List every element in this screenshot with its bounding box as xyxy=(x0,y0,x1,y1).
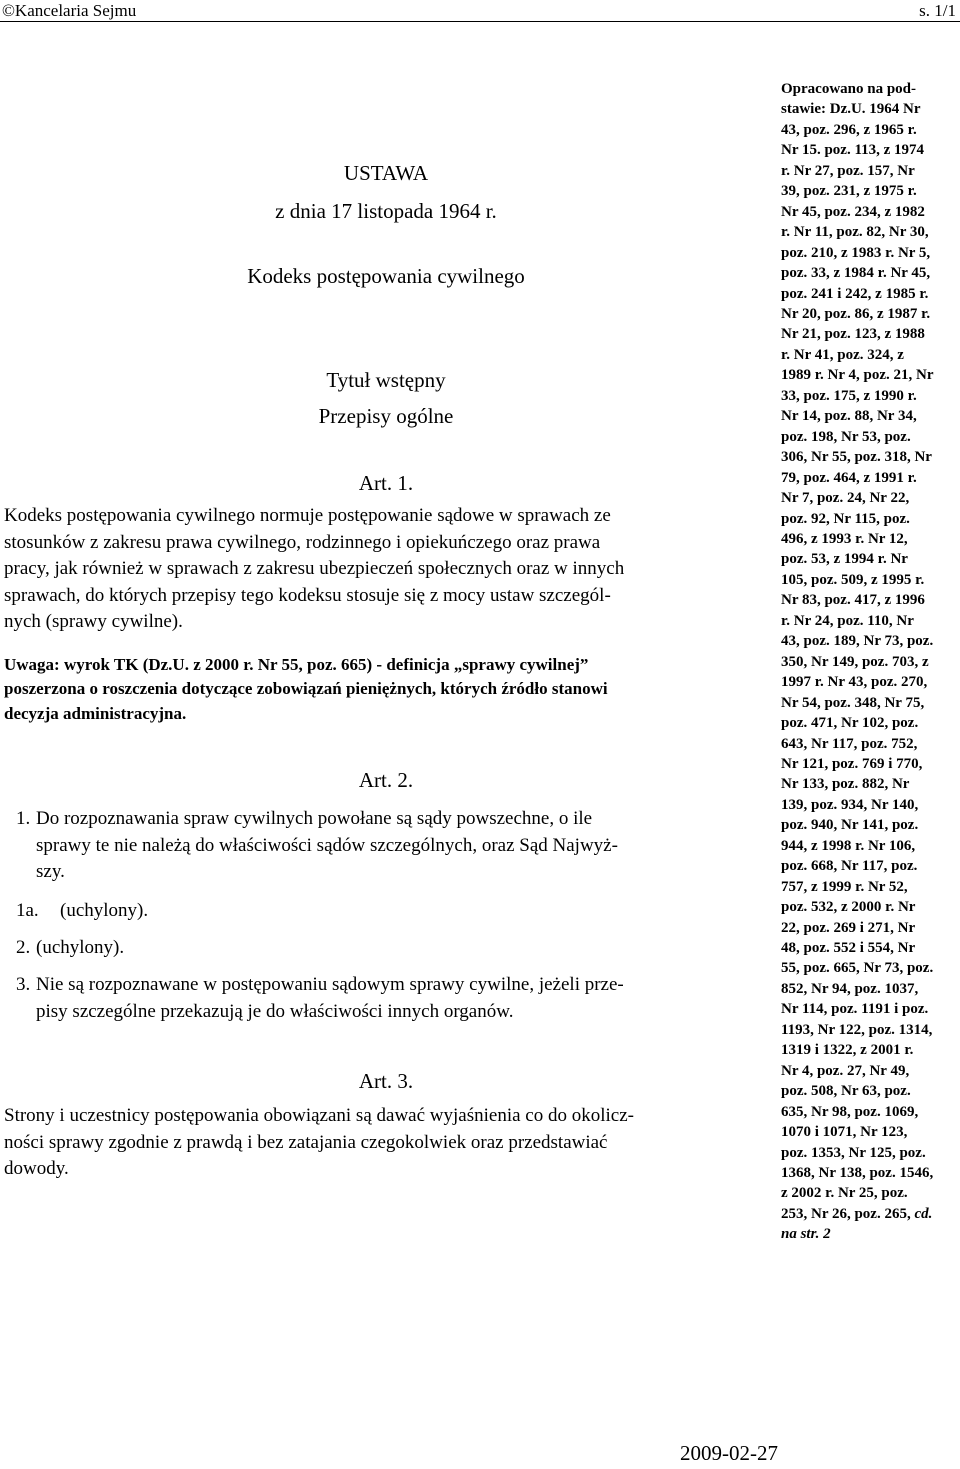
art1-line: stosunków z zakresu prawa cywilnego, rodzinnego i opiekuńczego oraz prawa xyxy=(4,531,601,553)
sidebar-line: poz. 53, z 1994 r. Nr xyxy=(781,551,908,568)
sidebar-line: 1368, Nr 138, poz. 1546, xyxy=(781,1165,934,1182)
sidebar-line: r. Nr 11, poz. 82, Nr 30, xyxy=(781,224,929,241)
sidebar-line: Nr 121, poz. 769 i 770, xyxy=(781,755,923,772)
sidebar-line: 43, poz. 296, z 1965 r. xyxy=(781,121,917,138)
art2-item-2 xyxy=(16,935,768,962)
sidebar-line xyxy=(781,1204,960,1224)
art3-line: dowody. xyxy=(4,1158,69,1180)
sidebar-line: 1989 r. Nr 4, poz. 21, Nr xyxy=(781,367,934,384)
art2-item-line: sprawy te nie należą do właściwości sądów szczególnych, oraz Sąd Najwyż- xyxy=(36,834,618,856)
sidebar-line: Nr 15. poz. 113, z 1974 xyxy=(781,142,925,159)
sidebar-line: Nr 83, poz. 417, z 1996 xyxy=(781,592,925,609)
art2-item-number: 1a. xyxy=(16,900,39,921)
sidebar-references xyxy=(781,79,960,1245)
sidebar-line: 496, z 1993 r. Nr 12, xyxy=(781,530,908,547)
sidebar-line: 139, poz. 934, Nr 140, xyxy=(781,796,919,813)
sidebar-line: poz. 241 i 242, z 1985 r. xyxy=(781,285,929,302)
sidebar-line: 105, poz. 509, z 1995 r. xyxy=(781,571,925,588)
sidebar-line: 350, Nr 149, poz. 703, z xyxy=(781,653,929,670)
sidebar-line: r. Nr 24, poz. 110, Nr xyxy=(781,612,914,629)
sidebar-line: Nr 4, poz. 27, Nr 49, xyxy=(781,1062,910,1079)
sidebar-line-text: 253, Nr 26, poz. 265, xyxy=(781,1205,911,1222)
art2-item-1a xyxy=(16,898,768,925)
sidebar-line: poz. 508, Nr 63, poz. xyxy=(781,1083,911,1100)
sidebar-line: 944, z 1998 r. Nr 106, xyxy=(781,837,916,854)
title-heading: Tytuł wstępny xyxy=(326,368,446,392)
sidebar-line: 852, Nr 94, poz. 1037, xyxy=(781,980,919,997)
art2-item-number: 3. xyxy=(16,974,31,995)
sidebar-line: 33, poz. 175, z 1990 r. xyxy=(781,387,917,404)
sidebar-line: poz. 33, z 1984 r. Nr 45, xyxy=(781,265,931,282)
sidebar-line: poz. 1353, Nr 125, poz. xyxy=(781,1144,926,1161)
act-name: Kodeks postępowania cywilnego xyxy=(247,264,525,288)
art2-item-number: 2. xyxy=(16,937,31,958)
art2-item-3 xyxy=(16,972,768,1025)
art3-heading: Art. 3. xyxy=(358,1069,414,1093)
sidebar-line: 43, poz. 189, Nr 73, poz. xyxy=(781,633,934,650)
sidebar-line: Opracowano na pod- xyxy=(781,81,917,97)
art2-item-number: 1. xyxy=(16,808,31,829)
art1-note-line: Uwaga: wyrok TK (Dz.U. z 2000 r. Nr 55, poz. 665) - definicja „sprawy cywilnej” xyxy=(4,655,589,674)
sidebar-line: 55, poz. 665, Nr 73, poz. xyxy=(781,960,934,977)
sidebar-line: 306, Nr 55, poz. 318, Nr xyxy=(781,449,932,466)
header-page-number: s. 1/1 xyxy=(919,1,956,20)
sidebar-line: 757, z 1999 r. Nr 52, xyxy=(781,878,908,895)
art2-heading: Art. 2. xyxy=(358,768,414,792)
sidebar-line: 635, Nr 98, poz. 1069, xyxy=(781,1103,919,1120)
sidebar-line: poz. 210, z 1983 r. Nr 5, xyxy=(781,244,931,261)
sidebar-line: poz. 940, Nr 141, poz. xyxy=(781,817,919,834)
sidebar-line: 1997 r. Nr 43, poz. 270, xyxy=(781,674,928,691)
sidebar-line: r. Nr 41, poz. 324, z xyxy=(781,346,904,363)
sidebar-line: 1319 i 1322, z 2001 r. xyxy=(781,1042,914,1059)
sidebar-line: stawie: Dz.U. 1964 Nr xyxy=(781,101,921,118)
sidebar-line: 1070 i 1071, Nr 123, xyxy=(781,1124,908,1141)
art2-item-line: (uchylony). xyxy=(60,900,149,921)
art3-text xyxy=(4,1103,768,1183)
act-date: z dnia 17 listopada 1964 r. xyxy=(275,199,497,223)
header-source: ©Kancelaria Sejmu xyxy=(2,1,137,20)
art1-note-line: poszerzona o roszczenia dotyczące zobowiązań pieniężnych, których źródło stanowi xyxy=(4,679,608,699)
art1-line: Kodeks postępowania cywilnego normuje postępowanie sądowe w sprawach ze xyxy=(4,505,611,526)
continued-page-ref: na str. 2 xyxy=(781,1226,831,1243)
art1-text xyxy=(4,503,768,636)
sidebar-line: poz. 668, Nr 117, poz. xyxy=(781,858,918,875)
sidebar-line: Nr 7, poz. 24, Nr 22, xyxy=(781,490,910,507)
sidebar-line: Nr 20, poz. 86, z 1987 r. xyxy=(781,305,931,322)
art2-item-line: szy. xyxy=(36,861,65,883)
art1-line: sprawach, do których przepisy tego kodeksu stosuje się z mocy ustaw szczegól- xyxy=(4,584,611,606)
art1-note-line: decyzja administracyjna. xyxy=(4,703,187,723)
sidebar-line: Nr 133, poz. 882, Nr xyxy=(781,776,910,793)
sidebar-line: Nr 14, poz. 88, Nr 34, xyxy=(781,408,917,425)
art2-item-line: Do rozpoznawania spraw cywilnych powołane są sądy powszechne, o ile xyxy=(36,808,593,829)
art2-item-1 xyxy=(16,806,768,886)
art1-note xyxy=(4,653,768,726)
act-type: USTAWA xyxy=(343,161,429,185)
sidebar-line: 48, poz. 552 i 554, Nr xyxy=(781,940,916,957)
sidebar-line: poz. 198, Nr 53, poz. xyxy=(781,428,911,445)
continued-marker: cd. xyxy=(914,1205,933,1222)
art3-line: ności sprawy zgodnie z prawdą i bez zatajania czegokolwiek oraz przedstawiać xyxy=(4,1131,608,1153)
art1-line: pracy, jak również w sprawach z zakresu ubezpieczeń społecznych oraz w innych xyxy=(4,558,625,580)
sidebar-line: Nr 21, poz. 123, z 1988 xyxy=(781,326,925,343)
sidebar-line: poz. 532, z 2000 r. Nr xyxy=(781,899,916,916)
art3-line: Strony i uczestnicy postępowania obowiązani są dawać wyjaśnienia co do okolicz- xyxy=(4,1105,634,1126)
sidebar-line: Nr 114, poz. 1191 i poz. xyxy=(781,1001,929,1018)
art2-item-line: pisy szczególne przekazują je do właściwości innych organów. xyxy=(36,1000,514,1022)
sidebar-line: z 2002 r. Nr 25, poz. xyxy=(781,1185,908,1202)
sidebar-line: r. Nr 27, poz. 157, Nr xyxy=(781,162,915,179)
sidebar-line: 22, poz. 269 i 271, Nr xyxy=(781,919,916,936)
art1-heading: Art. 1. xyxy=(358,471,414,495)
sidebar-line: 79, poz. 464, z 1991 r. xyxy=(781,469,917,486)
sidebar-line: 1193, Nr 122, poz. 1314, xyxy=(781,1021,933,1038)
header-divider xyxy=(0,21,960,22)
art2-item-line: Nie są rozpoznawane w postępowaniu sądowym sprawy cywilne, jeżeli prze- xyxy=(36,974,624,995)
art1-line: nych (sprawy cywilne). xyxy=(4,611,183,633)
sidebar-line: Nr 45, poz. 234, z 1982 xyxy=(781,203,925,220)
sidebar-line: 643, Nr 117, poz. 752, xyxy=(781,735,918,752)
sidebar-line: 39, poz. 231, z 1975 r. xyxy=(781,183,917,200)
art2-item-line: (uchylony). xyxy=(36,937,125,958)
sidebar-line: poz. 92, Nr 115, poz. xyxy=(781,510,910,527)
sidebar-line: poz. 471, Nr 102, poz. xyxy=(781,715,919,732)
section-heading: Przepisy ogólne xyxy=(318,404,454,428)
footer-date: 2009-02-27 xyxy=(680,1441,778,1465)
sidebar-line: Nr 54, poz. 348, Nr 75, xyxy=(781,694,925,711)
